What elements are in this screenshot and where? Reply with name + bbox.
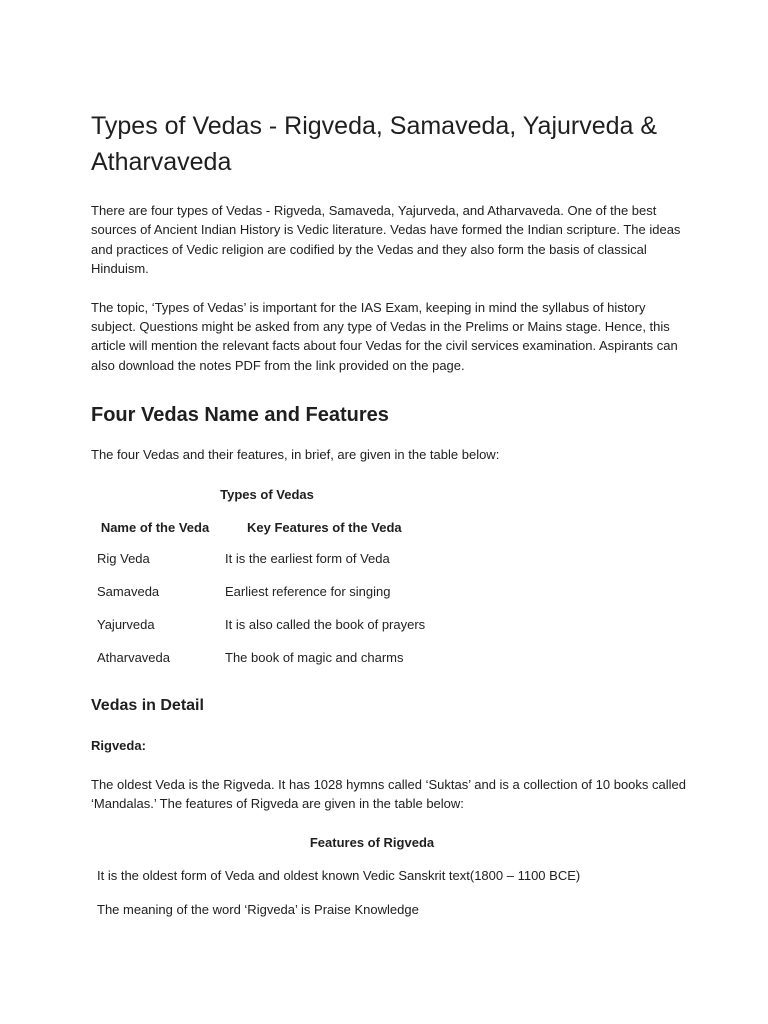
veda-name: Yajurveda bbox=[97, 616, 155, 632]
veda-name: Samaveda bbox=[97, 583, 160, 599]
header-key-features: Key Features of the Veda bbox=[247, 519, 402, 535]
header-name-of-veda: Name of the Veda bbox=[100, 519, 210, 535]
veda-feature: Earliest reference for singing bbox=[225, 583, 391, 599]
table-row bbox=[91, 615, 471, 648]
table-row bbox=[91, 582, 471, 615]
section-heading-vedas-in-detail: Vedas in Detail bbox=[91, 696, 204, 714]
importance-paragraph: The topic, ‘Types of Vedas’ is important for the IAS Exam, keeping in mind the syllabus of history subject. Questions might be asked from any type of Vedas in the Prelims or Mains stage. Hence, this article will mention the relevant facts about four Vedas for the civil services examination. Aspirants can also download the notes PDF from the link provided on the page. bbox=[91, 299, 678, 373]
vedas-table bbox=[91, 518, 471, 681]
table-row bbox=[91, 549, 471, 582]
section-heading-four-vedas: Four Vedas Name and Features bbox=[91, 404, 389, 427]
rigveda-table-caption: Features of Rigveda bbox=[309, 835, 435, 851]
veda-name: Rig Veda bbox=[97, 550, 150, 566]
subheading-rigveda: Rigveda: bbox=[91, 737, 146, 753]
intro-paragraph: There are four types of Vedas - Rigveda, Samaveda, Yajurveda, and Atharvaveda. One of the best sources of Ancient Indian History is Vedic literature. Vedas have formed the Indian scripture. The ideas and practices of Vedic religion are codified by the Vedas and they also form the basis of classical Hinduism. bbox=[91, 203, 681, 277]
rigveda-feature-row: The meaning of the word ‘Rigveda’ is Praise Knowledge bbox=[97, 901, 419, 917]
veda-feature: It is also called the book of prayers bbox=[225, 616, 426, 632]
rigveda-intro-paragraph: The oldest Veda is the Rigveda. It has 1028 hymns called ‘Suktas’ and is a collection of 10 books called ‘Mandalas.’ The features of Rigveda are given in the table below: bbox=[91, 776, 686, 812]
table-intro-text: The four Vedas and their features, in brief, are given in the table below: bbox=[91, 447, 500, 463]
page-title: Types of Vedas - Rigveda, Samaveda, Yajurveda & Atharvaveda bbox=[91, 112, 658, 176]
table-row bbox=[91, 648, 471, 681]
veda-name: Atharvaveda bbox=[97, 649, 170, 665]
veda-feature: It is the earliest form of Veda bbox=[225, 550, 390, 566]
vedas-table-caption: Types of Vedas bbox=[220, 486, 314, 502]
veda-feature: The book of magic and charms bbox=[225, 649, 404, 665]
article-body bbox=[91, 108, 691, 919]
table-header-row bbox=[91, 518, 471, 549]
rigveda-feature-row: It is the oldest form of Veda and oldest known Vedic Sanskrit text(1800 – 1100 BCE) bbox=[97, 868, 581, 884]
